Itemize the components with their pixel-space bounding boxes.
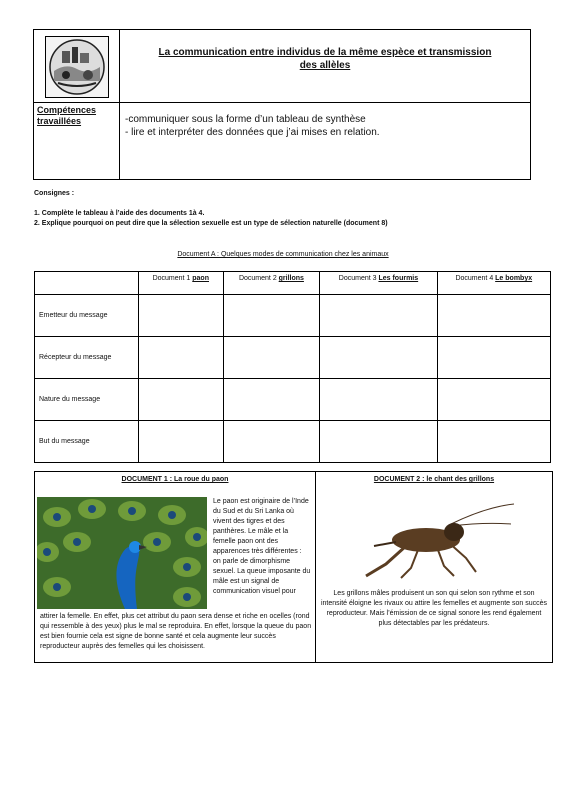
document-1-text-continued: attirer la femelle. En effet, plus cet attribut du paon sera dense et riche en ocelles (rond qui ressemble à des yeux) plus le mal se reproduira. En effet, lorsque la queue du paon est bien fournie cela est signe de bonne santé et cela augmente leur succès reproducteur auprès des femelles qui les choisissent.	[40, 613, 312, 650]
answer-cell[interactable]	[437, 295, 550, 337]
logo-cell	[34, 30, 120, 103]
peacock-image	[37, 497, 207, 609]
row-label: But du message	[35, 421, 139, 463]
answer-cell[interactable]	[139, 421, 224, 463]
ecosystem-logo-icon	[45, 36, 109, 98]
competences-label: Compétences travaillées	[34, 103, 120, 180]
document-2-title: DOCUMENT 2 : le chant des grillons	[373, 476, 495, 483]
consigne-item: 1. Complète le tableau à l’aide des documents 1à 4.	[34, 210, 205, 217]
document-a-title: Document A : Quelques modes de communication chez les animaux	[177, 251, 389, 258]
synthesis-table	[34, 271, 551, 463]
column-header: Document 2 grillons	[223, 272, 320, 295]
answer-cell[interactable]	[139, 295, 224, 337]
answer-cell[interactable]	[320, 421, 437, 463]
consignes-heading: Consignes :	[34, 190, 75, 197]
document-1-text: Le paon est originaire de l’Inde du Sud et du Sri Lanka où vivent des tigres et des panthères. Le mâle et la femelle paon ont des apparences très différentes : on parle de dimorphisme sexuel. La queue imposante du mâle est un signal de communication visuel pour	[213, 498, 311, 595]
column-header: Document 1 paon	[139, 272, 224, 295]
answer-cell[interactable]	[437, 379, 550, 421]
column-header: Document 4 Le bombyx	[437, 272, 550, 295]
page-title: La communication entre individus de la même espèce et transmission des allèles	[120, 30, 531, 103]
document-2	[316, 472, 552, 662]
row-label: Nature du message	[35, 379, 139, 421]
table-corner-cell	[35, 272, 139, 295]
competences-text: -communiquer sous la forme d’un tableau de synthèse - lire et interpréter des données que j’ai mises en relation.	[120, 103, 531, 180]
table-row	[35, 337, 551, 379]
header-table	[33, 29, 531, 180]
answer-cell[interactable]	[223, 337, 320, 379]
consignes	[34, 189, 388, 229]
document-1-title: DOCUMENT 1 : La roue du paon	[121, 476, 229, 483]
table-row	[35, 421, 551, 463]
document-2-text: Les grillons mâles produisent un son qui selon son rythme et son intensité éloigne les rivaux ou attire les femelles et augmente son succès reproducteur. Mais l’émission de ce signal sonore les rend également plus détectables par les prédateurs.	[320, 590, 548, 627]
answer-cell[interactable]	[223, 295, 320, 337]
answer-cell[interactable]	[320, 337, 437, 379]
row-label: Récepteur du message	[35, 337, 139, 379]
table-header-row	[35, 272, 551, 295]
answer-cell[interactable]	[437, 337, 550, 379]
answer-cell[interactable]	[320, 295, 437, 337]
table-row	[35, 379, 551, 421]
document-1	[35, 472, 316, 662]
table-row	[35, 295, 551, 337]
answer-cell[interactable]	[437, 421, 550, 463]
answer-cell[interactable]	[223, 421, 320, 463]
answer-cell[interactable]	[139, 379, 224, 421]
cricket-image	[356, 502, 516, 582]
documents-box	[34, 471, 553, 663]
column-header: Document 3 Les fourmis	[320, 272, 437, 295]
answer-cell[interactable]	[320, 379, 437, 421]
consigne-item: 2. Explique pourquoi on peut dire que la sélection sexuelle est un type de sélection naturelle (document 8)	[34, 220, 388, 227]
row-label: Emetteur du message	[35, 295, 139, 337]
answer-cell[interactable]	[139, 337, 224, 379]
answer-cell[interactable]	[223, 379, 320, 421]
